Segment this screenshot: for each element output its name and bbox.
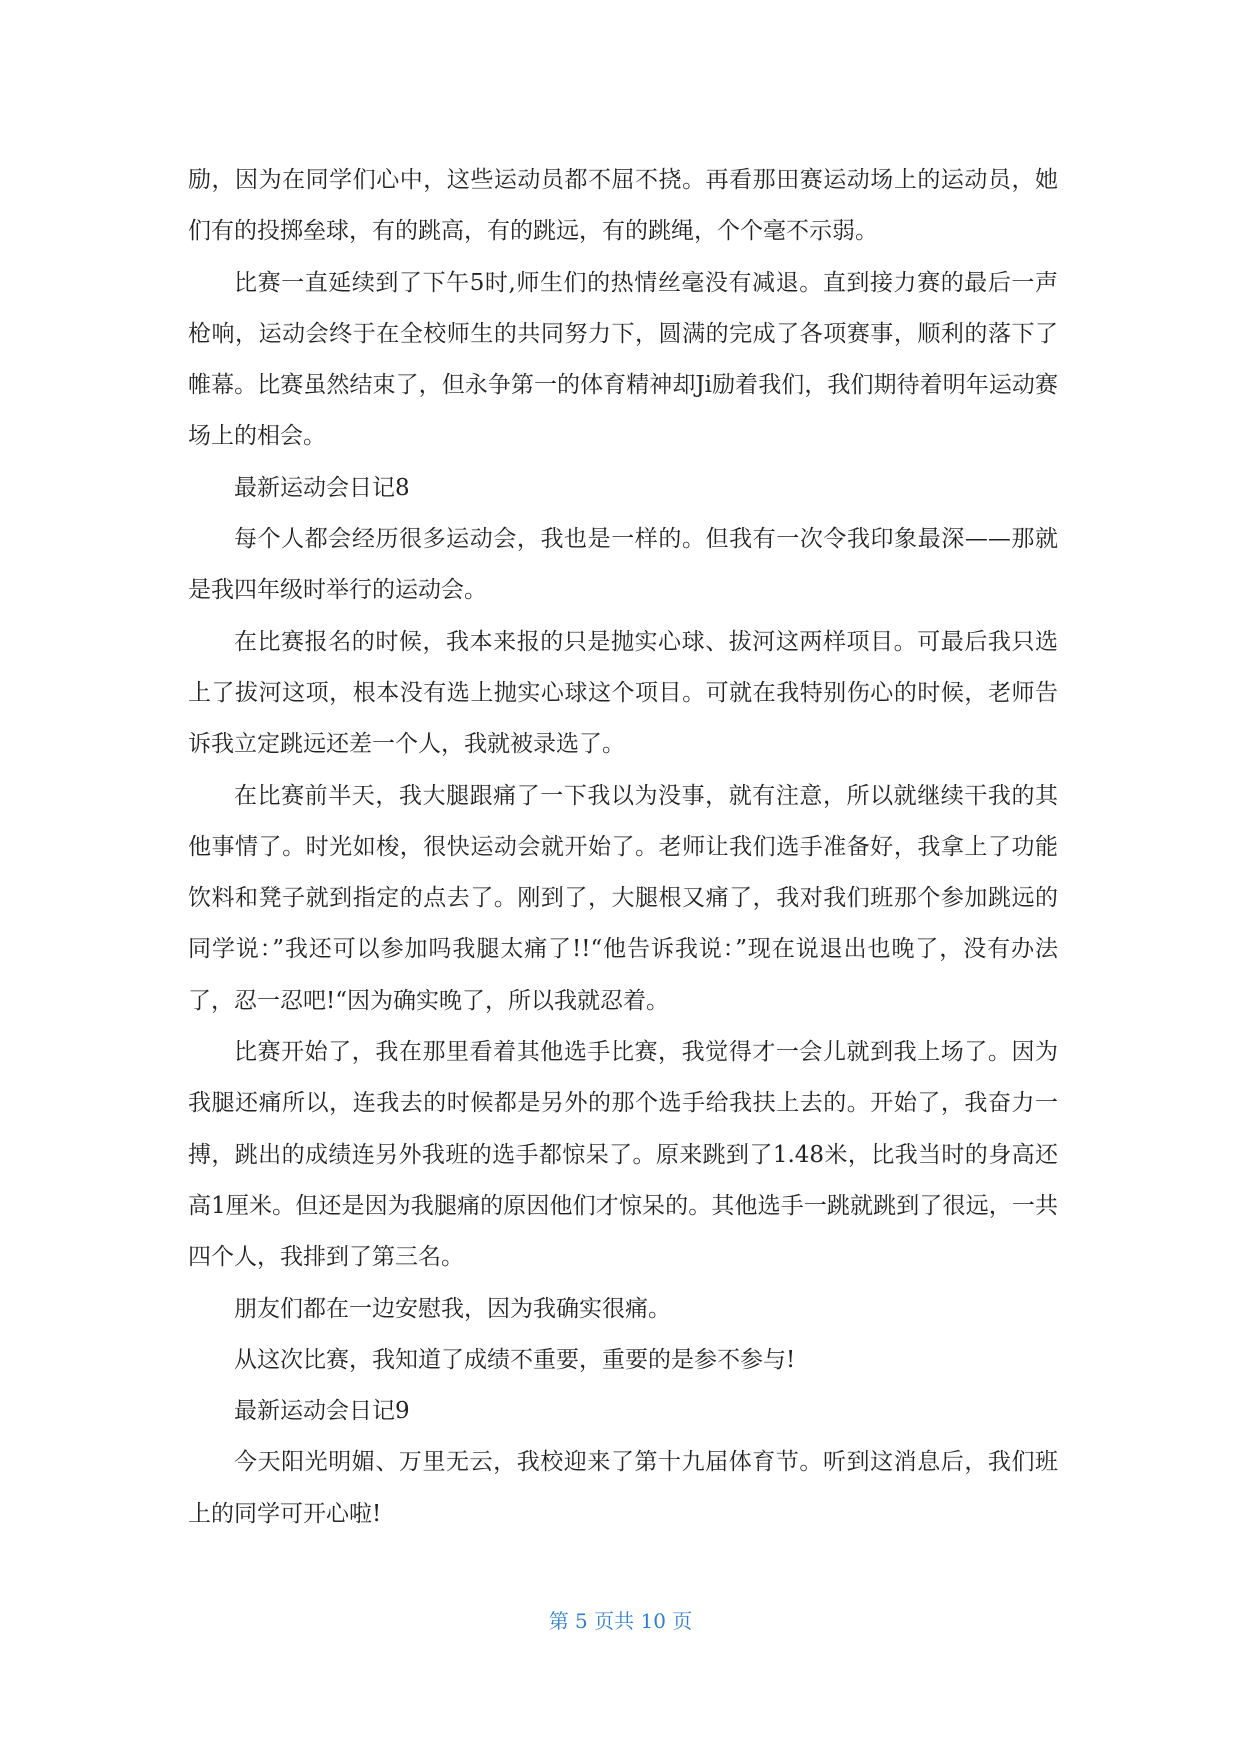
- paragraph: 今天阳光明媚、万里无云，我校迎来了第十九届体育节。听到这消息后，我们班上的同学可开心啦!: [188, 1449, 1058, 1527]
- paragraph: 每个人都会经历很多运动会，我也是一样的。但我有一次令我印象最深——那就是我四年级时举行的运动会。: [188, 526, 1058, 604]
- document-body: [188, 155, 1058, 1540]
- paragraph: 比赛开始了，我在那里看着其他选手比赛，我觉得才一会儿就到我上场了。因为我腿还痛所以，连我去的时候都是另外的那个选手给我扶上去的。开始了，我奋力一搏，跳出的成绩连另外我班的选手都惊呆了。原来跳到了1.48米，比我当时的身高还高1厘米。但还是因为我腿痛的原因他们才惊呆的。其他选手一跳就跳到了很远，一共四个人，我排到了第三名。: [188, 1039, 1058, 1271]
- page-number-footer: 第 5 页共 10 页: [548, 1609, 693, 1633]
- paragraph: 比赛一直延续到了下午5时,师生们的热情丝毫没有减退。直到接力赛的最后一声枪响，运动会终于在全校师生的共同努力下，圆满的完成了各项赛事，顺利的落下了帷幕。比赛虽然结束了，但永争第一的体育精神却Ji励着我们，我们期待着明年运动赛场上的相会。: [188, 269, 1058, 450]
- section-heading: 最新运动会日记8: [234, 474, 410, 501]
- paragraph: 在比赛报名的时候，我本来报的只是抛实心球、拔河这两样项目。可最后我只选上了拔河这项，根本没有选上抛实心球这个项目。可就在我特别伤心的时候，老师告诉我立定跳远还差一个人，我就被录选了。: [188, 628, 1058, 758]
- paragraph: 励，因为在同学们心中，这些运动员都不屈不挠。再看那田赛运动场上的运动员，她们有的投掷垒球，有的跳高，有的跳远，有的跳绳，个个毫不示弱。: [188, 167, 1058, 245]
- paragraph: 朋友们都在一边安慰我，因为我确实很痛。: [234, 1295, 671, 1322]
- paragraph: 从这次比赛，我知道了成绩不重要，重要的是参不参与!: [234, 1346, 796, 1373]
- section-heading: 最新运动会日记9: [234, 1398, 410, 1425]
- paragraph: 在比赛前半天，我大腿跟痛了一下我以为没事，就有注意，所以就继续干我的其他事情了。时光如梭，很快运动会就开始了。老师让我们选手准备好，我拿上了功能饮料和凳子就到指定的点去了。刚到了，大腿根又痛了，我对我们班那个参加跳远的同学说：”我还可以参加吗我腿太痛了!!“他告诉我说：”现在说退出也晚了，没有办法了，忍一忍吧!“因为确实晚了，所以我就忍着。: [188, 782, 1058, 1014]
